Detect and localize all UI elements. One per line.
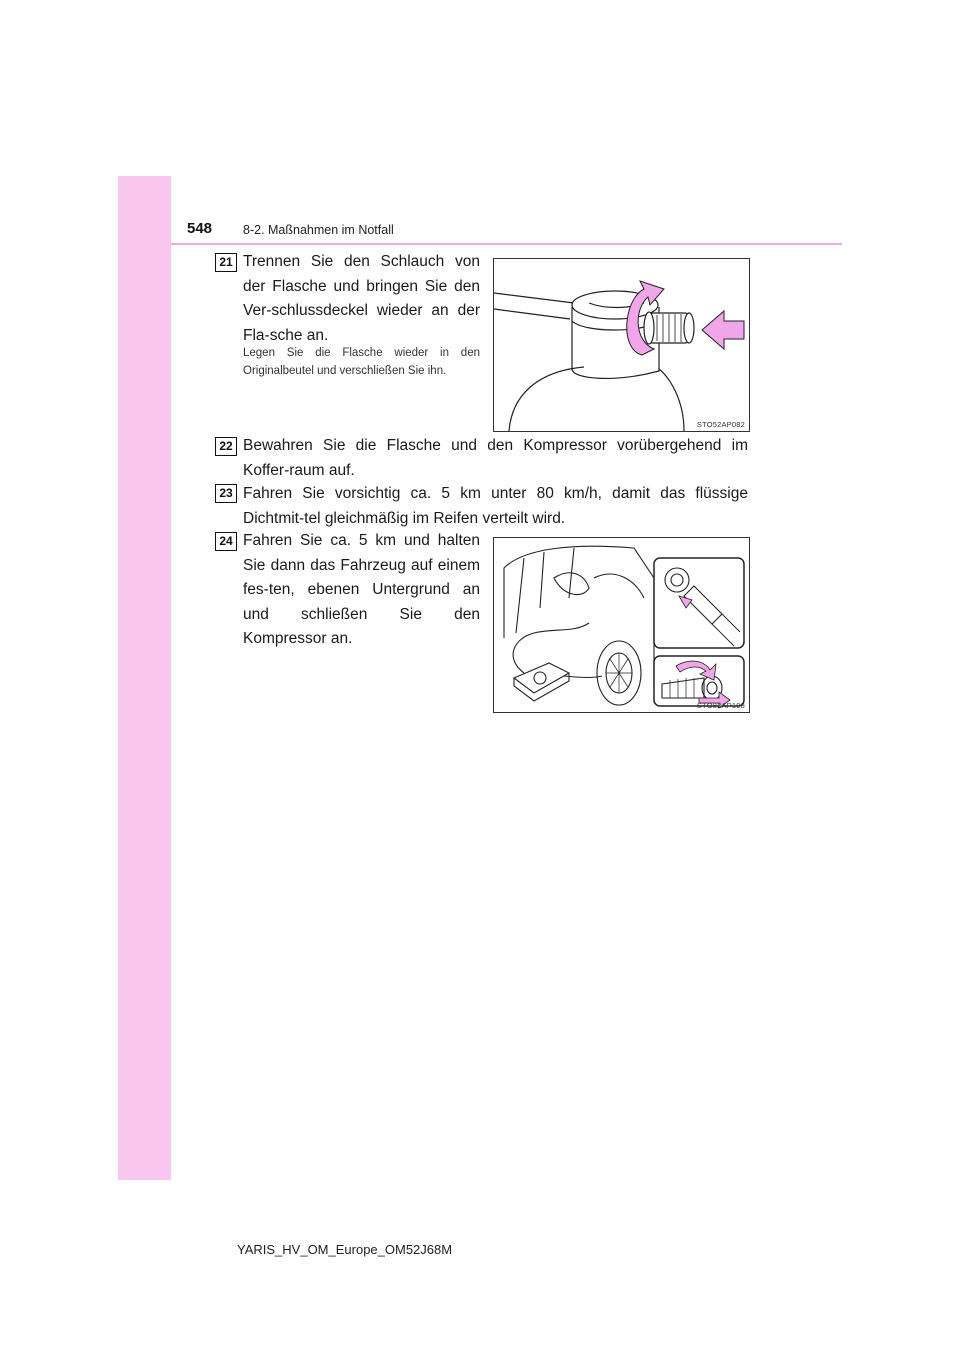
push-arrow-icon (702, 311, 744, 349)
step-21-note: Legen Sie die Flasche wieder in den Originalbeutel und verschließen Sie ihn. (243, 347, 480, 377)
figure-code-21: STO52AP082 (696, 420, 745, 429)
step-22-text: Bewahren Sie die Flasche und den Kompressor vorübergehend im Koffer-raum auf. (243, 437, 748, 479)
side-color-band (118, 176, 171, 1180)
bottle-cap-illustration (494, 259, 749, 431)
step-24-text: Fahren Sie ca. 5 km und halten Sie dann das Fahrzeug auf einem fes-ten, ebenen Untergrund an und schließen Sie den Kompressor an. (243, 532, 480, 647)
step-22-badge: 22 (215, 437, 237, 456)
step-23-text: Fahren Sie vorsichtig ca. 5 km unter 80 km/h, damit das flüssige Dichtmit-tel gleichmäßig im Reifen verteilt wird. (243, 485, 748, 527)
step-21-badge: 21 (215, 253, 237, 272)
car-compressor-illustration (494, 538, 749, 712)
step-24-badge: 24 (215, 532, 237, 551)
step-23-badge: 23 (215, 484, 237, 503)
footer-document-id: YARIS_HV_OM_Europe_OM52J68M (237, 1242, 453, 1257)
section-title: 8-2. Maßnahmen im Notfall (243, 223, 394, 237)
figure-bottle-cap (493, 258, 750, 432)
figure-compressor-connection (493, 537, 750, 713)
step-21-text: Trennen Sie den Schlauch von der Flasche und bringen Sie den Ver-schlussdeckel wieder an der Fla-sche an. (243, 253, 480, 344)
figure-code-24: STO82AP108 (696, 701, 745, 710)
page-number: 548 (187, 220, 213, 237)
header-rule (171, 243, 842, 245)
